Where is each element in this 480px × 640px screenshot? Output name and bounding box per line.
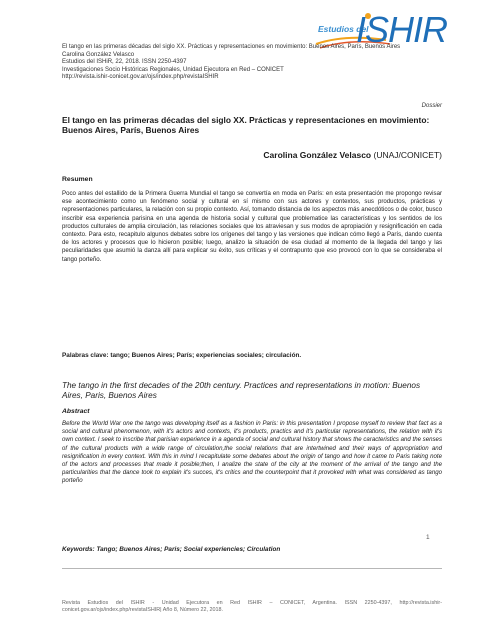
keywords-english: Keywords: Tango; Buenos Aires; Paris; Social experiencies; Circulation xyxy=(62,546,281,553)
header-journal-issue: Estudios del ISHiR, 22, 2018. ISSN 2250-4397 xyxy=(62,59,187,66)
author-line xyxy=(62,150,442,160)
article-title-spanish: El tango en las primeras décadas del siglo XX. Prácticas y representaciones en movimiento: Buenos Aires, París, Buenos Aires xyxy=(62,115,430,135)
author-affiliation: (UNAJ/CONICET) xyxy=(373,150,442,160)
page-footer: Revista Estudios del ISHIR - Unidad Ejecutora en Red ISHIR – CONICET, Argentina. ISSN 2250-4397, http://revista.ishir-conicet.gov.ar/ojs/index.php/revistaISHIR| Año 8, Número 22, 2018. xyxy=(62,600,442,613)
header-author: Carolina González Velasco xyxy=(62,51,135,58)
logo-text-studies: Estudios del xyxy=(318,24,369,34)
footer-divider xyxy=(62,568,442,569)
section-label: Dossier xyxy=(421,103,442,109)
abstract-heading: Abstract xyxy=(62,408,90,415)
header-institution: Investigaciones Socio Históricas Regionales, Unidad Ejecutora en Red – CONICET xyxy=(62,66,284,73)
header-url-link[interactable]: http://revista.ishir-conicet.gov.ar/ojs/index.php/revistaISHIR xyxy=(62,74,219,81)
resumen-body: Poco antes del estallido de la Primera Guerra Mundial el tango se convertía en moda en París: en esta presentación me propongo revisar ese acontecimiento como un fenómeno social y cultural en sí mismo con sus actores y contextos, sus productos, prácticas y representaciones particulares, la relación con su propio contexto. Así, tomando distancia de los aspectos más anecdóticos o de color, busco inscribir esa experiencia parisina en una agenda de historia social y cultural que problematice las características y los sentidos de los productos culturales de amplia circulación, las relaciones sociales que los atraviesan y sus modos de apropiación y resignificación en cada contexto. Para esto, recapitulo algunos debates sobre los orígenes del tango y las versiones que indican cómo llegó a París, dando cuenta de los actores y procesos que lo hicieron posible; luego, analizo la situación de esa ciudad al momento de la llegada del tango y las peculiaridades que asumió la danza allí para explicar su éxito, sus críticas y el contrapunto que eso provocó con lo que se consideraba el tango porteño. xyxy=(62,190,442,263)
citation-header xyxy=(62,44,442,82)
author-name: Carolina González Velasco xyxy=(263,150,372,160)
keywords-spanish: Palabras clave: tango; Buenos Aires; París; experiencias sociales; circulación. xyxy=(62,352,302,359)
resumen-heading: Resumen xyxy=(62,176,93,183)
logo-text-ishir: ISHIR xyxy=(356,9,448,50)
abstract-body: Before the World War one the tango was developing itself as a fashion in Paris: in this presentation I propose myself to review that fact as a social and cultural phenomenon, with it's actors and contexts, it's products, practics and it's particular representations, the relation with it's own context. I seek to inscribe that parisian experience in a agenda of social and cultural history that shows the caracteristics and the senses of the cultural products with a wide range of circulation,the social relations that are intertwined and their ways of appropriation and resignification in every context. With this in mind I recapitulate some debates about the origin of tango and how it came to Paris taking note of the actors and processes that made it posible;then, I analize the state of the city at the moment of the arrival of the tango and the particularities that the dance took to explain it's succes, it's critics and the counterpoint that it provoked with what was considered as tango porteño xyxy=(62,420,442,485)
page-number: 1 xyxy=(426,534,430,541)
header-article-title: El tango en las primeras décadas del siglo XX. Prácticas y representaciones en movimiento: Buenos Aires, París, Buenos Aires xyxy=(62,44,401,50)
article-title-english: The tango in the first decades of the 20th century. Practices and representations in motion: Buenos Aires, Paris, Buenos Aires xyxy=(62,381,421,400)
